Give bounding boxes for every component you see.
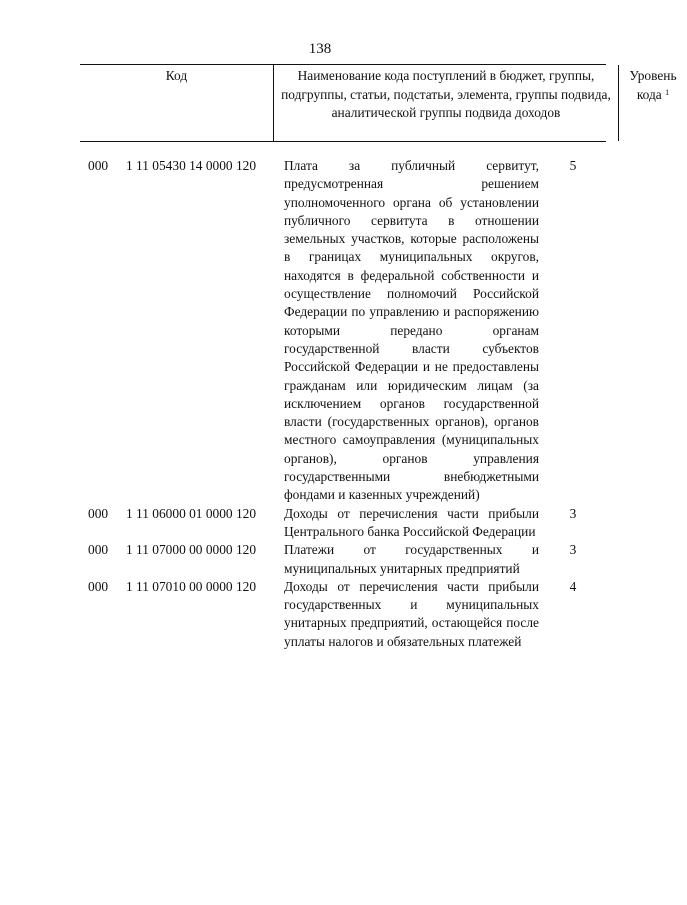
row-prefix: 000	[88, 542, 109, 558]
table-row	[80, 541, 606, 578]
row-level: 5	[569, 158, 577, 173]
table-body	[80, 157, 606, 651]
row-prefix: 000	[88, 158, 109, 173]
header-level-footnote: 1	[665, 87, 670, 97]
header-code: Код	[80, 65, 274, 141]
row-code: 1 11 05430 14 0000 120	[126, 158, 257, 173]
table-header	[80, 64, 677, 142]
row-code: 1 11 07000 00 0000 120	[126, 542, 257, 558]
table-row	[80, 157, 606, 505]
header-level-label: Уровень кода	[629, 68, 677, 102]
table-row	[80, 505, 606, 542]
row-code: 1 11 06000 01 0000 120	[126, 505, 257, 521]
row-prefix: 000	[88, 505, 109, 521]
row-name: Платежи от государственных и муниципальных унитарных предприятий	[284, 542, 539, 576]
row-prefix: 000	[88, 578, 109, 594]
row-level: 3	[569, 542, 577, 558]
header-level	[619, 65, 687, 141]
row-level: 4	[569, 578, 577, 594]
row-code: 1 11 07010 00 0000 120	[126, 578, 257, 594]
table-row	[80, 578, 606, 651]
row-name: Плата за публичный сервитут, предусмотренная решением уполномоченного органа об установлении публичного сервитута в отношении земельных участков, которые расположены в границах муниципальных округов, находятся в федеральной собственности и осуществление полномочий Российской Федерации по управлению и распоряжению которыми передано органам государственной власти субъектов Российской Федерации и не предоставлены гражданам или юридическим лицам (за исключением органов государственной власти (государственных органов), органов местного самоуправления (муниципальных органов), органов управления государственными внебюджетными фондами и казенных учреждений)	[284, 158, 539, 503]
page-number: 138	[308, 41, 332, 57]
row-name: Доходы от перечисления части прибыли государственных и муниципальных унитарных предприятий, остающейся после уплаты налогов и обязательных платежей	[284, 578, 539, 649]
row-name: Доходы от перечисления части прибыли Центрального банка Российской Федерации	[284, 505, 539, 539]
row-level: 3	[569, 505, 577, 521]
header-name: Наименование кода поступлений в бюджет, группы, подгруппы, статьи, подстатьи, элемента, группы подвида, аналитической группы подвида доходов	[274, 65, 619, 141]
